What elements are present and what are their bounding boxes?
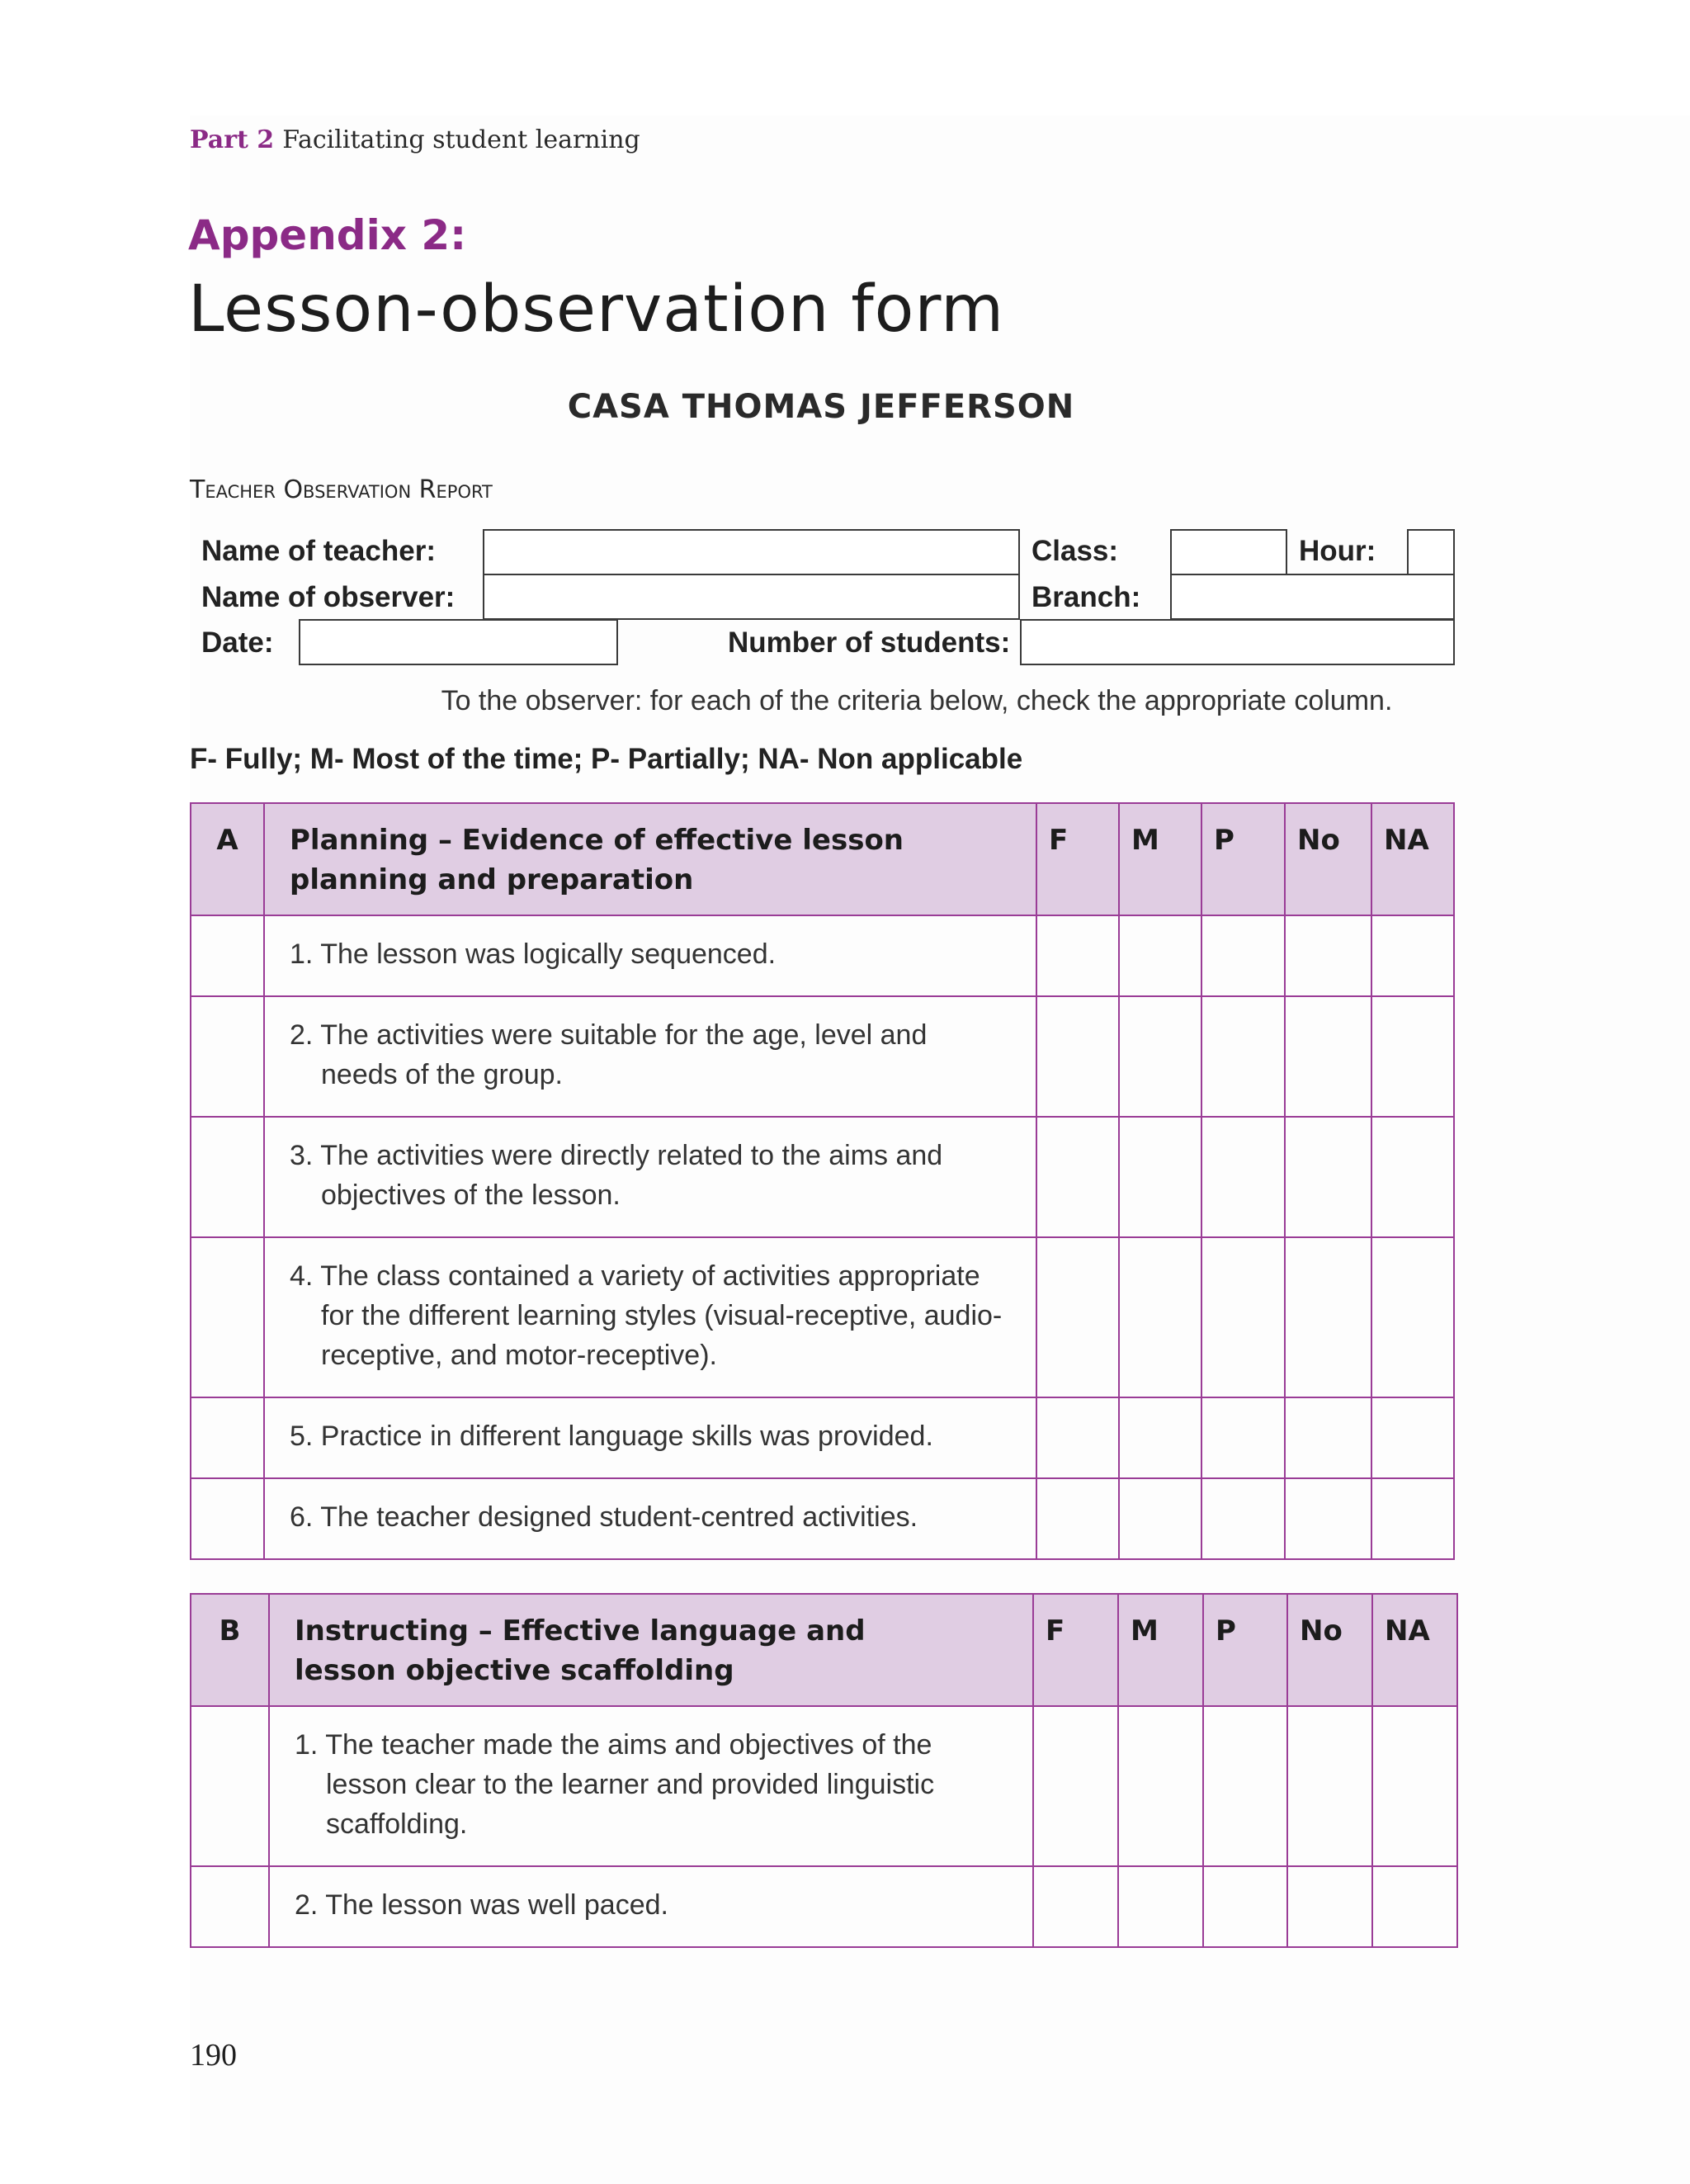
appendix-label: Appendix 2: xyxy=(188,211,467,259)
rating-cell-f[interactable] xyxy=(1036,1237,1119,1397)
criterion-row xyxy=(191,915,1454,996)
students-label: Number of students: xyxy=(728,626,1011,659)
rating-cell-p[interactable] xyxy=(1201,1478,1285,1559)
rating-cell-no[interactable] xyxy=(1287,1866,1372,1947)
criterion-letter-cell xyxy=(191,1117,264,1237)
rating-cell-no[interactable] xyxy=(1285,1478,1371,1559)
column-header-m: M xyxy=(1119,803,1201,915)
rating-cell-no[interactable] xyxy=(1285,915,1371,996)
criterion-row xyxy=(191,1117,1454,1237)
rating-cell-f[interactable] xyxy=(1036,996,1119,1117)
teacher-label: Name of teacher: xyxy=(201,535,436,567)
rating-cell-na[interactable] xyxy=(1371,1397,1454,1478)
criterion-text: 5. Practice in different language skills was provided. xyxy=(264,1397,1036,1478)
criterion-text: 1. The teacher made the aims and objectives of the lesson clear to the learner and provided linguistic scaffolding. xyxy=(269,1706,1033,1866)
rating-cell-p[interactable] xyxy=(1203,1866,1287,1947)
criterion-letter-cell xyxy=(191,996,264,1117)
criterion-letter-cell xyxy=(191,1397,264,1478)
section-a-header-row xyxy=(191,803,1454,915)
rating-cell-na[interactable] xyxy=(1371,1478,1454,1559)
rating-cell-m[interactable] xyxy=(1118,1866,1203,1947)
section-title: Instructing – Effective language and lesson objective scaffolding xyxy=(269,1594,1033,1706)
observer-instruction: To the observer: for each of the criteria below, check the appropriate column. xyxy=(441,685,1393,716)
rating-cell-m[interactable] xyxy=(1119,1397,1201,1478)
part-label: Part 2 xyxy=(190,125,275,154)
class-label: Class: xyxy=(1031,535,1119,567)
rating-cell-na[interactable] xyxy=(1372,1866,1457,1947)
section-b-header-row xyxy=(191,1594,1457,1706)
rating-cell-m[interactable] xyxy=(1118,1706,1203,1866)
form-title: Lesson-observation form xyxy=(188,272,1005,347)
rating-cell-na[interactable] xyxy=(1371,915,1454,996)
rating-cell-no[interactable] xyxy=(1287,1706,1372,1866)
rating-cell-m[interactable] xyxy=(1119,996,1201,1117)
rating-cell-m[interactable] xyxy=(1119,915,1201,996)
rating-cell-f[interactable] xyxy=(1036,1117,1119,1237)
part-title: Facilitating student learning xyxy=(282,125,640,154)
running-head xyxy=(190,125,640,154)
rating-cell-f[interactable] xyxy=(1036,1478,1119,1559)
criterion-text: 3. The activities were directly related to the aims and objectives of the lesson. xyxy=(264,1117,1036,1237)
column-header-m: M xyxy=(1118,1594,1203,1706)
column-header-na: NA xyxy=(1372,1594,1457,1706)
criterion-row xyxy=(191,1866,1457,1947)
page-number: 190 xyxy=(190,2038,237,2073)
section-letter: B xyxy=(191,1594,269,1706)
hour-field[interactable] xyxy=(1407,529,1455,575)
students-count-field[interactable] xyxy=(1020,619,1455,665)
rating-cell-p[interactable] xyxy=(1203,1706,1287,1866)
rating-cell-m[interactable] xyxy=(1119,1478,1201,1559)
criterion-row xyxy=(191,1397,1454,1478)
rating-cell-p[interactable] xyxy=(1201,996,1285,1117)
criterion-letter-cell xyxy=(191,915,264,996)
criterion-row xyxy=(191,996,1454,1117)
rating-cell-no[interactable] xyxy=(1285,1397,1371,1478)
section-b-table xyxy=(190,1593,1458,1948)
section-letter: A xyxy=(191,803,264,915)
rating-cell-na[interactable] xyxy=(1371,1237,1454,1397)
rating-cell-na[interactable] xyxy=(1371,996,1454,1117)
date-label: Date: xyxy=(201,626,274,659)
criterion-letter-cell xyxy=(191,1706,269,1866)
column-header-no: No xyxy=(1287,1594,1372,1706)
criterion-text: 1. The lesson was logically sequenced. xyxy=(264,915,1036,996)
rating-cell-na[interactable] xyxy=(1372,1706,1457,1866)
rating-cell-p[interactable] xyxy=(1201,1117,1285,1237)
criterion-text: 6. The teacher designed student-centred activities. xyxy=(264,1478,1036,1559)
rating-cell-f[interactable] xyxy=(1033,1706,1118,1866)
rating-cell-na[interactable] xyxy=(1371,1117,1454,1237)
rating-cell-no[interactable] xyxy=(1285,1237,1371,1397)
rating-cell-p[interactable] xyxy=(1201,915,1285,996)
column-header-na: NA xyxy=(1371,803,1454,915)
date-field[interactable] xyxy=(299,619,618,665)
rating-cell-m[interactable] xyxy=(1119,1237,1201,1397)
observer-label: Name of observer: xyxy=(201,581,456,613)
criterion-text: 2. The lesson was well paced. xyxy=(269,1866,1033,1947)
rating-cell-no[interactable] xyxy=(1285,996,1371,1117)
organization-name: CASA THOMAS JEFFERSON xyxy=(567,388,1075,426)
rating-cell-p[interactable] xyxy=(1201,1237,1285,1397)
rating-cell-f[interactable] xyxy=(1033,1866,1118,1947)
rating-legend: F- Fully; M- Most of the time; P- Partially; NA- Non applicable xyxy=(190,743,1023,775)
branch-field[interactable] xyxy=(1170,574,1455,620)
section-a-table xyxy=(190,802,1455,1560)
column-header-p: P xyxy=(1203,1594,1287,1706)
teacher-name-field[interactable] xyxy=(483,529,1020,575)
criterion-row xyxy=(191,1706,1457,1866)
column-header-f: F xyxy=(1036,803,1119,915)
rating-cell-p[interactable] xyxy=(1201,1397,1285,1478)
rating-cell-f[interactable] xyxy=(1036,915,1119,996)
criterion-letter-cell xyxy=(191,1237,264,1397)
criterion-row xyxy=(191,1478,1454,1559)
column-header-no: No xyxy=(1285,803,1371,915)
hour-label: Hour: xyxy=(1299,535,1376,567)
section-title: Planning – Evidence of effective lesson planning and preparation xyxy=(264,803,1036,915)
report-heading: Teacher Observation Report xyxy=(190,475,493,504)
criterion-text: 2. The activities were suitable for the age, level and needs of the group. xyxy=(264,996,1036,1117)
column-header-f: F xyxy=(1033,1594,1118,1706)
rating-cell-f[interactable] xyxy=(1036,1397,1119,1478)
rating-cell-no[interactable] xyxy=(1285,1117,1371,1237)
branch-label: Branch: xyxy=(1031,581,1141,613)
criterion-letter-cell xyxy=(191,1478,264,1559)
rating-cell-m[interactable] xyxy=(1119,1117,1201,1237)
observer-name-field[interactable] xyxy=(483,574,1020,620)
criterion-text: 4. The class contained a variety of activities appropriate for the different learning styles (visual-receptive, audio-receptive, and motor-receptive). xyxy=(264,1237,1036,1397)
criterion-letter-cell xyxy=(191,1866,269,1947)
class-field[interactable] xyxy=(1170,529,1287,575)
criterion-row xyxy=(191,1237,1454,1397)
column-header-p: P xyxy=(1201,803,1285,915)
